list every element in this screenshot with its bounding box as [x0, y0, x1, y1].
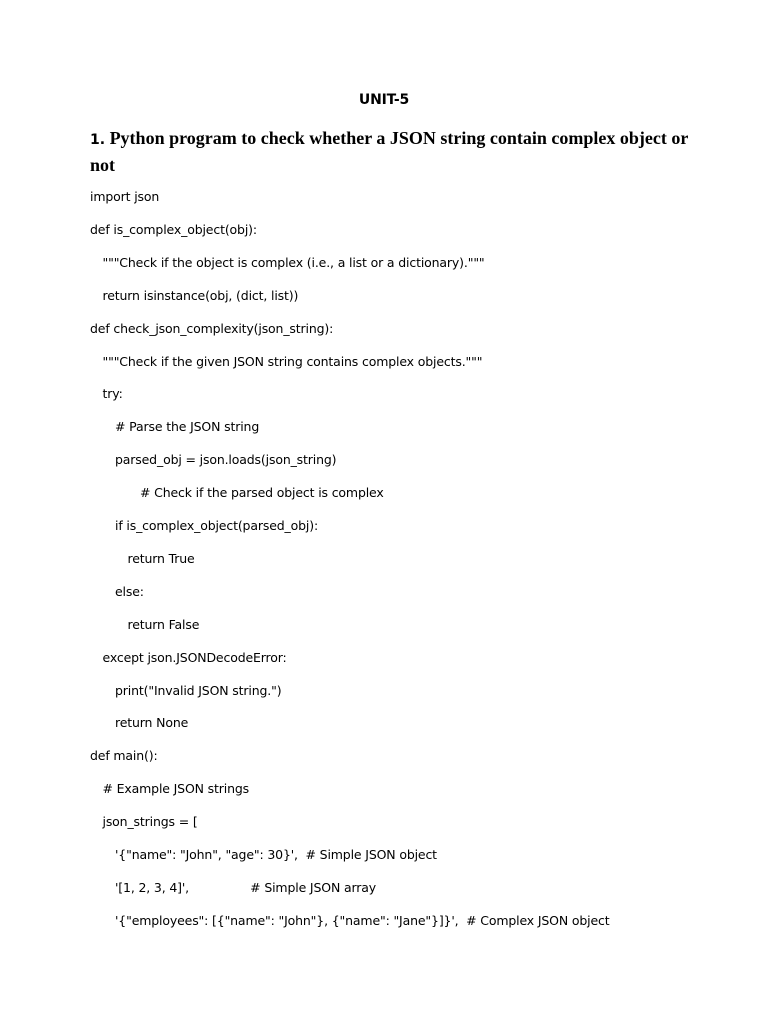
code-line: '{"employees": [{"name": "John"}, {"name": "Jane"}]}', # Complex JSON object: [115, 912, 610, 928]
code-line: parsed_obj = json.loads(json_string): [115, 452, 337, 468]
unit-title: UNIT-5: [358, 92, 410, 108]
code-line: except json.JSONDecodeError:: [102, 649, 287, 665]
question-title: Python program to check whether a JSON string contain complex object or not: [90, 128, 689, 175]
code-line: else:: [115, 583, 144, 599]
code-line: def check_json_complexity(json_string):: [90, 320, 334, 336]
code-line: # Check if the parsed object is complex: [140, 485, 384, 501]
code-line: '[1, 2, 3, 4]', # Simple JSON array: [115, 879, 376, 895]
code-line: def is_complex_object(obj):: [90, 221, 257, 237]
code-line: # Example JSON strings: [102, 781, 250, 797]
code-line: if is_complex_object(parsed_obj):: [115, 518, 319, 533]
code-line: return True: [127, 550, 195, 566]
code-line: """Check if the object is complex (i.e., a list or a dictionary).""": [102, 254, 485, 270]
code-line: """Check if the given JSON string contains complex objects.""": [102, 353, 483, 369]
code-line: try:: [102, 386, 123, 402]
question-number: 1.: [90, 132, 106, 148]
code-line: return None: [115, 715, 189, 731]
code-line: print("Invalid JSON string."): [115, 682, 282, 698]
code-line: json_strings = [: [102, 814, 198, 830]
code-line: def main():: [90, 748, 158, 764]
question-heading: [90, 126, 690, 178]
code-line: return isinstance(obj, (dict, list)): [102, 287, 299, 303]
code-line: return False: [127, 616, 200, 632]
code-line: import json: [90, 189, 160, 204]
code-line: # Parse the JSON string: [115, 419, 260, 435]
code-line: '{"name": "John", "age": 30}', # Simple JSON object: [115, 847, 437, 862]
